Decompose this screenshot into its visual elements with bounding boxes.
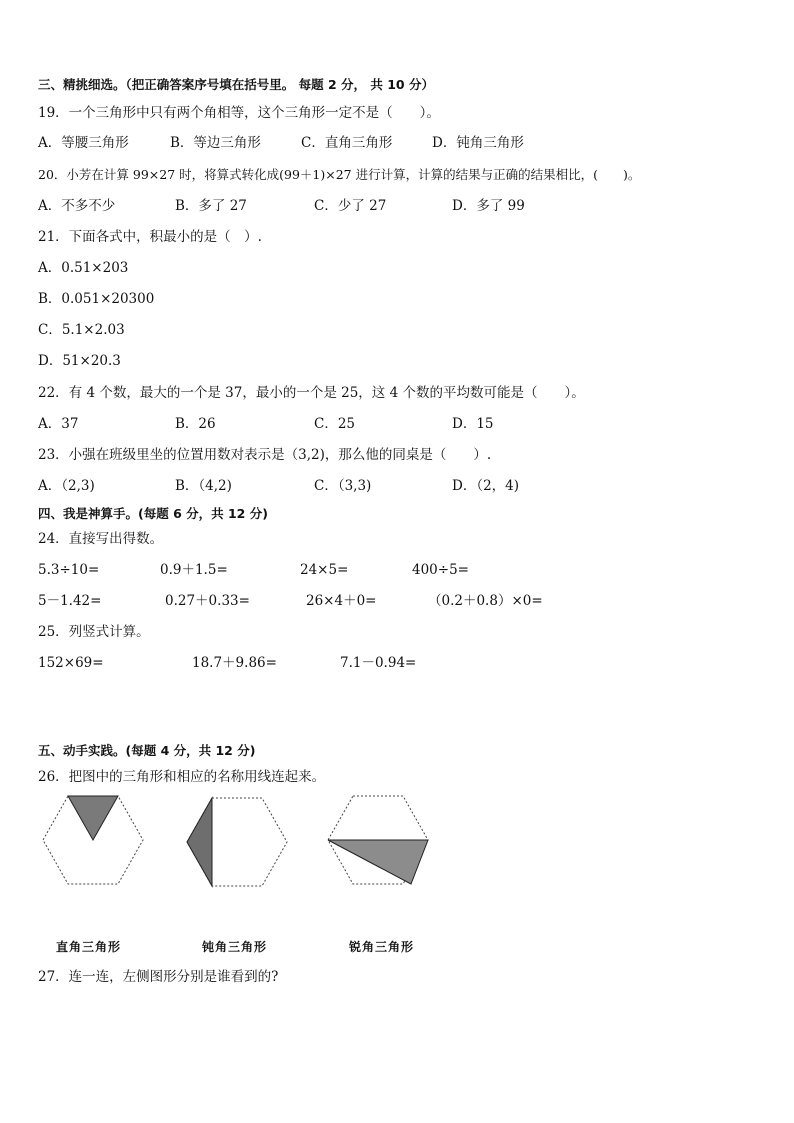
q21-option-c: C．5.1×2.03 (38, 322, 125, 338)
section-5-title: 五、动手实践。(每题 4 分，共 12 分) (38, 743, 256, 758)
section-4-title: 四、我是神算手。(每题 6 分，共 12 分) (38, 506, 268, 521)
q20-option-d: D．多了 99 (452, 198, 525, 214)
question-22-stem: 22．有 4 个数，最大的一个是 37，最小的一个是 25，这 4 个数的平均数可能是（ ）。 (38, 385, 585, 401)
question-23-stem: 23．小强在班级里坐的位置用数对表示是（3,2)，那么他的同桌是（ ）. (38, 447, 492, 463)
section-3-title: 三、精挑细选。（把正确答案序号填在括号里。 每题 2 分， 共 10 分） (38, 77, 434, 92)
q19-option-d: D．钝角三角形 (432, 135, 524, 151)
q19-option-c: C．直角三角形 (301, 135, 393, 151)
question-24-stem: 24．直接写出得数。 (38, 531, 164, 547)
q25-item: 152×69= (38, 655, 104, 671)
q23-option-a: A．（2,3) (38, 478, 95, 494)
hexagon-figure-1 (40, 794, 146, 888)
label-acute-triangle: 锐角三角形 (349, 940, 415, 954)
q24-item: 26×4＋0= (306, 593, 377, 609)
q22-option-d: D．15 (452, 416, 494, 432)
question-19-stem: 19．一个三角形中只有两个角相等，这个三角形一定不是（ ）。 (38, 105, 440, 121)
q24-item: （0.2＋0.8）×0= (428, 593, 543, 609)
q20-option-b: B．多了 27 (175, 198, 247, 214)
q21-option-b: B．0.051×20300 (38, 291, 155, 307)
q24-item: 400÷5= (412, 562, 469, 578)
q21-option-d: D．51×20.3 (38, 353, 121, 369)
q21-option-a: A．0.51×203 (38, 260, 129, 276)
q20-option-a: A．不多不少 (38, 198, 116, 214)
q19-option-b: B．等边三角形 (170, 135, 261, 151)
label-right-triangle: 直角三角形 (56, 940, 122, 954)
q24-item: 5.3÷10= (38, 562, 100, 578)
question-25-stem: 25．列竖式计算。 (38, 624, 150, 640)
question-27-stem: 27．连一连，左侧图形分别是谁看到的? (38, 969, 279, 985)
q25-item: 18.7＋9.86= (192, 655, 277, 671)
hexagon-figure-2 (184, 796, 290, 890)
q24-item: 5－1.42= (38, 593, 102, 609)
q23-option-c: C．（3,3) (314, 478, 372, 494)
label-obtuse-triangle: 钝角三角形 (202, 940, 268, 954)
q24-item: 0.27＋0.33= (165, 593, 250, 609)
q19-option-a: A．等腰三角形 (38, 135, 129, 151)
q22-option-a: A．37 (38, 416, 79, 432)
question-21-stem: 21．下面各式中，积最小的是（ ）. (38, 229, 262, 245)
q22-option-b: B．26 (175, 416, 216, 432)
q25-item: 7.1－0.94= (340, 655, 417, 671)
q23-option-b: B．（4,2) (175, 478, 232, 494)
question-20-stem: 20．小芳在计算 99×27 时，将算式转化成(99＋1)×27 进行计算，计算的结果与正确的结果相比，( )。 (38, 167, 641, 182)
q20-option-c: C．少了 27 (314, 198, 387, 214)
question-26-stem: 26．把图中的三角形和相应的名称用线连起来。 (38, 769, 326, 785)
q23-option-d: D．（2，4) (452, 478, 520, 494)
q22-option-c: C．25 (314, 416, 356, 432)
hexagon-figure-3 (325, 794, 431, 888)
q24-item: 24×5= (300, 562, 349, 578)
q24-item: 0.9＋1.5= (160, 562, 228, 578)
